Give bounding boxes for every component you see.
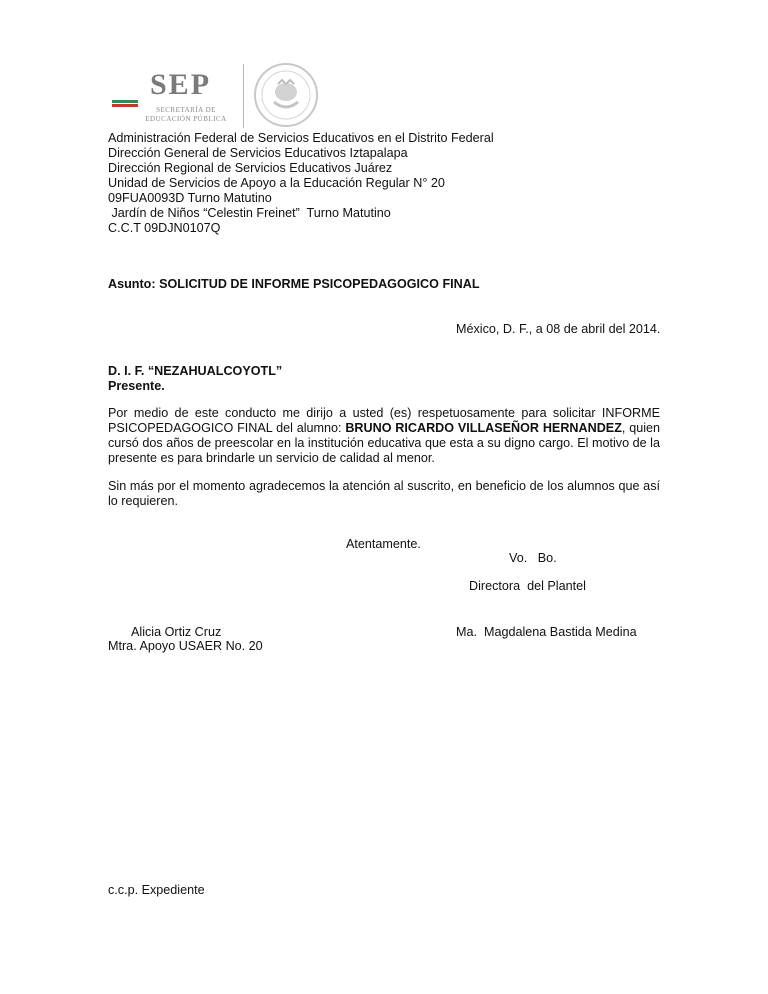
header-line: Administración Federal de Servicios Educativos en el Distrito Federal xyxy=(108,131,494,145)
header-line: Dirección General de Servicios Educativos Iztapalapa xyxy=(108,146,408,160)
institution-header xyxy=(108,131,494,236)
header-line: Jardín de Niños “Celestin Freinet” Turno Matutino xyxy=(108,206,391,220)
logo-subtitle-line2: EDUCACIÓN PÚBLICA xyxy=(145,115,227,123)
directora-title: Directora del Plantel xyxy=(469,579,586,593)
sep-logo-letters: SEP xyxy=(150,68,212,101)
logo-divider xyxy=(243,64,244,128)
sep-logo xyxy=(110,70,230,126)
recipient-greeting: Presente. xyxy=(108,379,165,393)
logo-green-stripe xyxy=(112,100,138,103)
subject-line: Asunto: SOLICITUD DE INFORME PSICOPEDAGOGICO FINAL xyxy=(108,277,480,291)
body-paragraph-1 xyxy=(108,406,660,466)
body-text: Por medio de este conducto me dirijo a usted (es) respetuosamente para solicitar INFORME PSICOPEDAGOGICO FINAL del alumno: xyxy=(108,406,660,435)
ccp-line: c.c.p. Expediente xyxy=(108,883,205,897)
recipient-name: D. I. F. “NEZAHUALCOYOTL” xyxy=(108,364,283,378)
signer-left-title: Mtra. Apoyo USAER No. 20 xyxy=(108,639,263,653)
coat-of-arms-seal-icon xyxy=(252,62,320,128)
header-line: C.C.T 09DJN0107Q xyxy=(108,221,221,235)
logo-subtitle-line1: SECRETARÍA DE xyxy=(156,106,216,114)
closing-atentamente: Atentamente. xyxy=(346,537,421,551)
student-name: BRUNO RICARDO VILLASEÑOR HERNANDEZ xyxy=(345,421,622,435)
letter-date: México, D. F., a 08 de abril del 2014. xyxy=(456,322,661,336)
vo-bo: Vo. Bo. xyxy=(509,551,557,565)
logo-red-stripe xyxy=(112,104,138,107)
recipient xyxy=(108,364,282,394)
signer-right-name: Ma. Magdalena Bastida Medina xyxy=(456,625,637,639)
signer-left-name: Alicia Ortiz Cruz xyxy=(131,625,222,639)
header-line: 09FUA0093D Turno Matutino xyxy=(108,191,272,205)
body-paragraph-2: Sin más por el momento agradecemos la atención al suscrito, en beneficio de los alumnos que así lo requieren. xyxy=(108,479,660,508)
header-line: Dirección Regional de Servicios Educativos Juárez xyxy=(108,161,393,175)
header-line: Unidad de Servicios de Apoyo a la Educación Regular N° 20 xyxy=(108,176,445,190)
sep-logo-subtitle xyxy=(140,106,232,124)
body-text: , quien cursó dos años de preescolar en la institución educativa que esta a su digno cargo. El motivo de la presente es para brindarle un servicio de calidad al menor. xyxy=(108,421,661,465)
